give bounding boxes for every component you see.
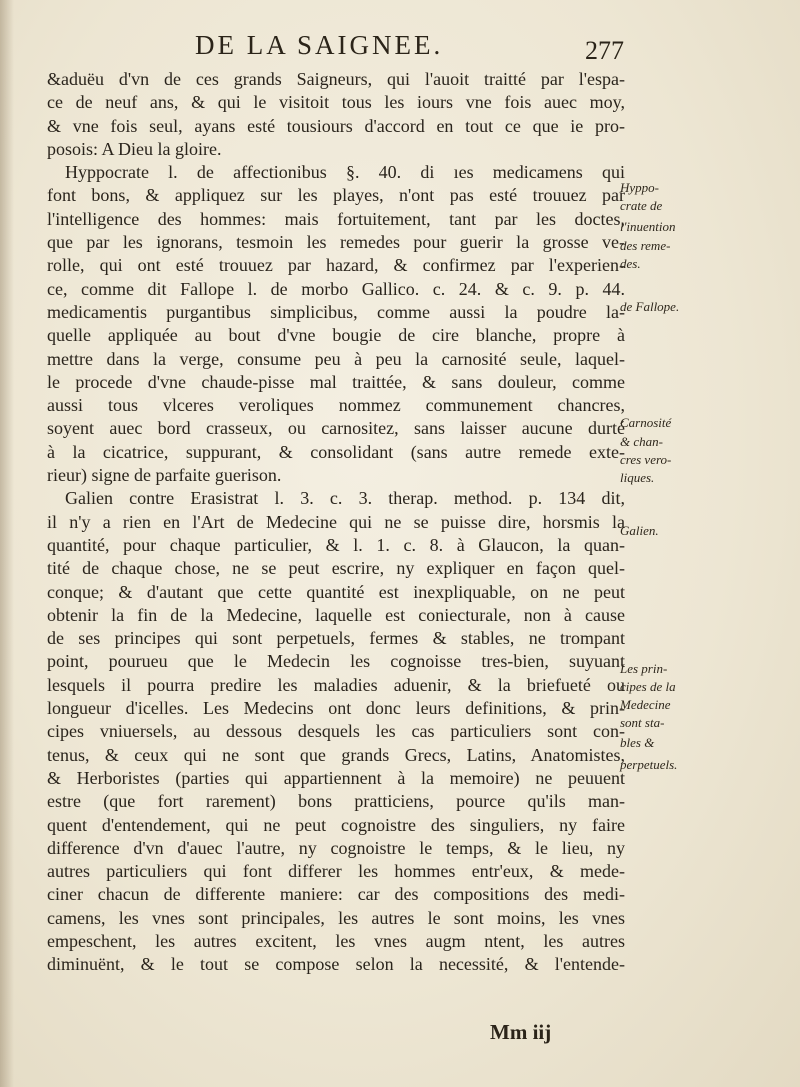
text-line: ce de neuf ans, & qui le visitoit tous les iours vne fois auec moy, xyxy=(47,92,625,113)
text-line: estre (que fort rarement) bons pratticiens, pource qu'ils man- xyxy=(47,791,625,812)
margin-note: perpetuels. xyxy=(620,757,678,772)
text-line: rolle, qui ont esté trouuez par hazard, & confirmez par l'experien- xyxy=(47,255,625,276)
text-line: tité de chaque chose, ne se peut escrire, ny expliquer en façon quel- xyxy=(47,558,625,579)
margin-note: de Fallope. xyxy=(620,299,680,314)
margin-note: Les prin- xyxy=(620,661,668,676)
signature-mark: Mm iij xyxy=(490,1020,552,1044)
text-line: camens, les vnes sont principales, les autres le sont moins, les vnes xyxy=(47,907,625,928)
text-line: &aduëu d'vn de ces grands Saigneurs, qui l'auoit traitté par l'espa- xyxy=(47,69,625,89)
text-line: difference d'vn d'auec l'autre, ny cognoistre le temps, & le lieu, ny xyxy=(47,837,625,858)
text-line: cipes vniuersels, au dessous desquels les cas particuliers sont con- xyxy=(47,721,625,742)
text-line: font bons, & appliquez sur les playes, n'ont pas esté trouuez par xyxy=(47,185,625,206)
main-text-block xyxy=(47,68,625,977)
text-line: & Herboristes (parties qui appartiennent à la memoire) ne peuuent xyxy=(47,767,625,788)
text-line: medicamentis purgantibus simplicibus, comme aussi la poudre la- xyxy=(47,301,625,322)
text-line: empeschent, les autres excitent, les vnes augm ntent, les autres xyxy=(47,930,625,951)
margin-note: des. xyxy=(620,256,641,271)
text-line: quelle appliquée au bout d'vne bougie de cire blanche, propre à xyxy=(47,325,625,346)
text-line: mettre dans la verge, consume peu à peu la carnosité seule, laquel- xyxy=(47,348,625,369)
text-line: quent d'entendement, qui ne peut cognoistre des singuliers, ny faire xyxy=(47,814,625,835)
text-line: quantité, pour chaque particulier, & l. 1. c. 8. à Glaucon, la quan- xyxy=(47,534,625,555)
text-line: obtenir la fin de la Medecine, laquelle est coniecturale, non à cause xyxy=(47,604,625,625)
running-title: DE LA SAIGNEE. xyxy=(195,30,444,60)
margin-note: sont sta- xyxy=(620,715,665,730)
text-line: à la cicatrice, suppurant, & consolidant (sans autre remede exte- xyxy=(47,441,625,462)
text-line: lesquels il pourra predire les maladies aduenir, & la briefueté ou xyxy=(47,674,625,695)
text-line: il n'y a rien en l'Art de Medecine qui ne se puisse dire, horsmis la xyxy=(47,511,625,532)
margin-note: & chan- xyxy=(620,434,663,449)
margin-note: liques. xyxy=(620,470,655,485)
text-line: diminuënt, & le tout se compose selon la necessité, & l'entende- xyxy=(47,954,625,975)
margin-note: des reme- xyxy=(620,238,671,253)
margin-note: Galien. xyxy=(620,523,659,538)
margin-note: cipes de la xyxy=(620,679,676,694)
page-gutter-shadow xyxy=(0,0,14,1087)
text-line: Galien contre Erasistrat l. 3. c. 3. therap. method. p. 134 dit, xyxy=(65,488,625,509)
margin-note: cres vero- xyxy=(620,452,672,467)
text-line: le procede d'vne chaude-pisse mal traittée, & sans douleur, comme xyxy=(47,371,625,392)
text-line: ce, comme dit Fallope l. de morbo Gallico. c. 24. & c. 9. p. 44. xyxy=(47,278,625,299)
text-line: aussi tous vlceres veroliques nommez communement chancres, xyxy=(47,395,625,416)
page-number: 277 xyxy=(585,36,624,65)
margin-note: Medecine xyxy=(620,697,671,712)
text-line: ciner chacun de differente maniere: car des compositions des medi- xyxy=(47,884,625,905)
text-line: de ses principes qui sont perpetuels, fermes & stables, ne trompant xyxy=(47,628,625,649)
margin-note: crate de xyxy=(620,198,663,213)
text-line: rieur) signe de parfaite guerison. xyxy=(47,465,282,486)
margin-note: bles & xyxy=(620,735,655,750)
text-line: Hyppocrate l. de affectionibus §. 40. di ıes medicamens qui xyxy=(65,162,625,183)
margin-note: Carnosité xyxy=(620,415,672,430)
text-line: conque; & d'autant que cette quantité est inexpliquable, on ne peut xyxy=(47,581,625,602)
text-line: soyent auec bord crasseux, ou carnositez, sans laisser aucune durté xyxy=(47,418,625,439)
text-line: que par les ignorans, tesmoin les remedes pour guerir la grosse ve- xyxy=(47,232,625,253)
text-line: l'intelligence des hommes: mais fortuitement, tant par les doctes, xyxy=(47,208,625,229)
margin-note: Hyppo- xyxy=(620,180,659,195)
text-line: posois: A Dieu la gloire. xyxy=(47,138,222,159)
text-line: point, pourueu que le Medecin les cognoisse tres-bien, suyuant xyxy=(47,651,625,672)
text-line: longueur d'icelles. Les Medecins ont donc leurs definitions, & prin- xyxy=(47,698,625,719)
margin-note: l'inuention xyxy=(620,219,676,234)
text-line: autres particuliers qui font differer les hommes entr'eux, & mede- xyxy=(47,861,625,882)
text-line: & vne fois seul, ayans esté tousiours d'accord en tout ce que ie pro- xyxy=(47,115,625,136)
text-line: tenus, & ceux qui ne sont que grands Grecs, Latins, Anatomistes, xyxy=(47,744,625,765)
